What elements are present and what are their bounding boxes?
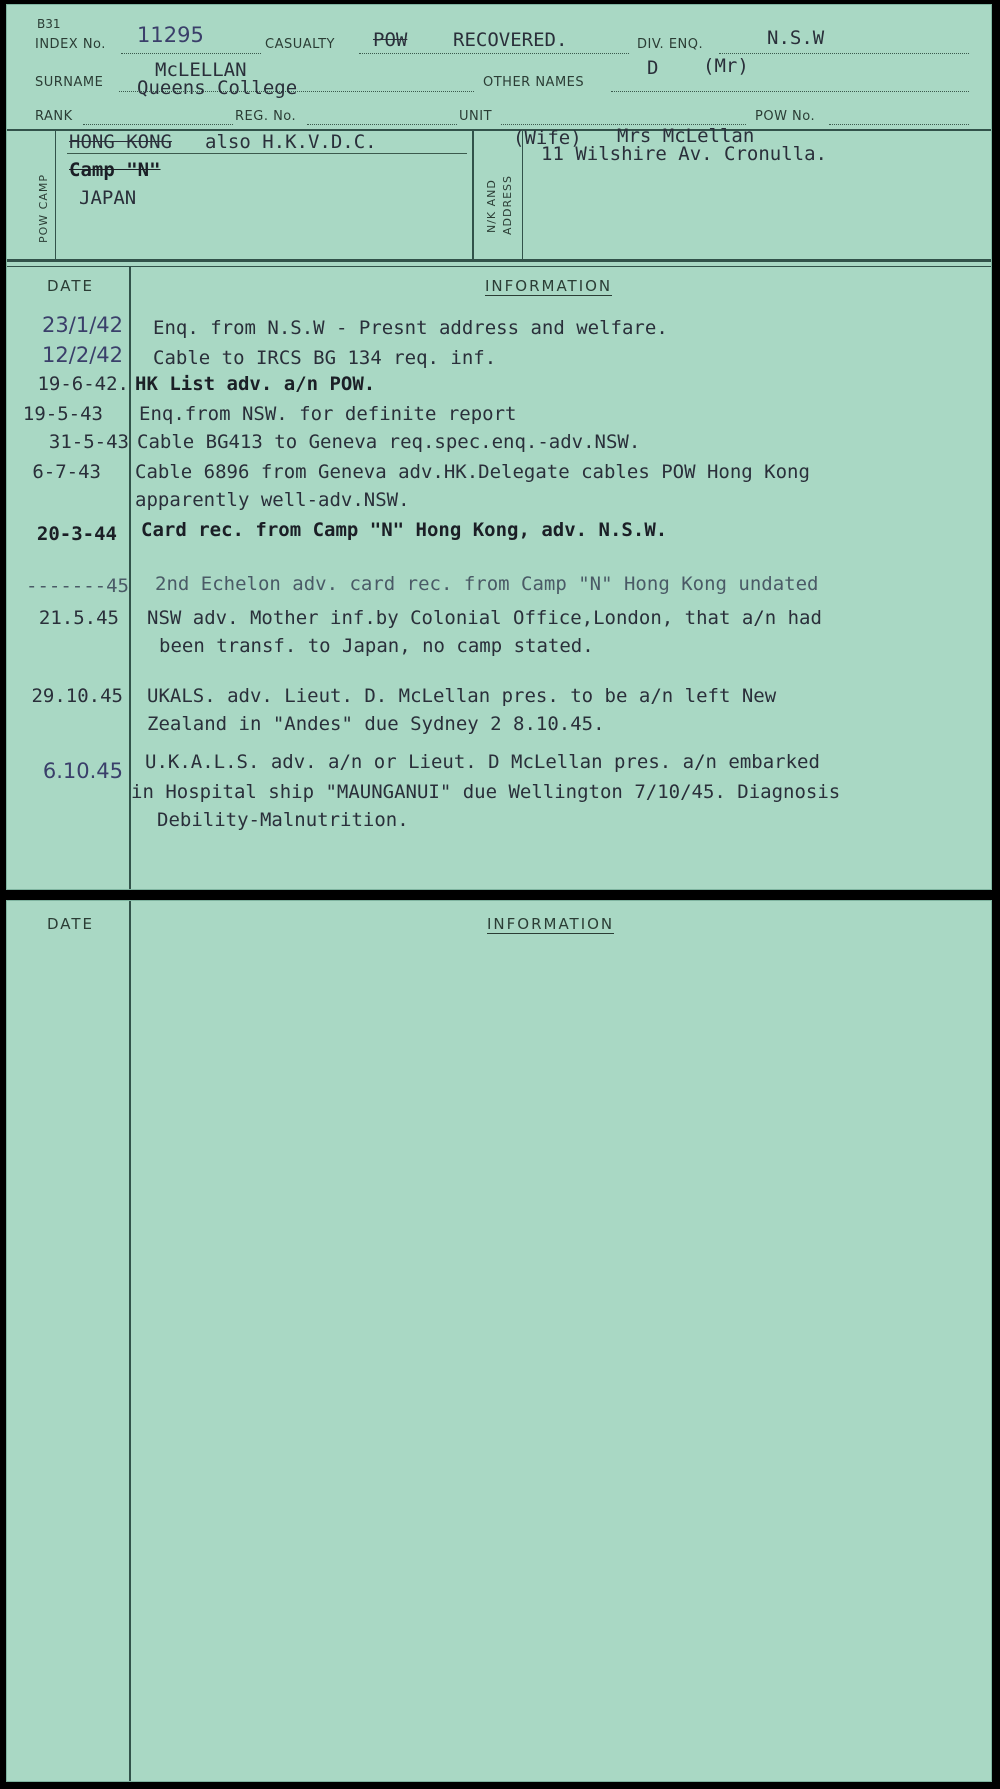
entry-date: 19-6-42. <box>37 373 129 395</box>
entry-date: 6.10.45 <box>42 759 123 783</box>
entry-date: 20-3-44 <box>36 523 117 545</box>
index-no-label: INDEX No. <box>35 37 106 52</box>
entry-text: apparently well-adv.NSW. <box>135 489 410 511</box>
entry-text: Debility-Malnutrition. <box>157 809 409 831</box>
entry-text: in Hospital ship "MAUNGANUI" due Wellington 7/10/45. Diagnosis <box>131 781 841 803</box>
index-no-value: 11295 <box>137 23 204 47</box>
div-enq-label: DIV. ENQ. <box>637 37 704 52</box>
entry-text: Cable 6896 from Geneva adv.HK.Delegate cables POW Hong Kong <box>135 461 810 483</box>
unit-label: UNIT <box>459 109 493 124</box>
entry-text: U.K.A.L.S. adv. a/n or Lieut. D McLellan pres. a/n embarked <box>145 751 820 773</box>
entry-text: UKALS. adv. Lieut. D. McLellan pres. to be a/n left New <box>147 685 777 707</box>
camp-line3: JAPAN <box>79 187 137 209</box>
entry-text: Cable BG413 to Geneva req.spec.enq.-adv.NSW. <box>137 431 641 453</box>
entry-date: 31-5-43 <box>48 431 129 453</box>
entry-date: 6-7-43 <box>32 461 101 483</box>
entry-date: -------45 <box>26 575 129 597</box>
entry-text: HK List adv. a/n POW. <box>135 373 376 395</box>
card-stamp: B31 <box>37 17 61 31</box>
information-header: INFORMATION <box>487 915 615 933</box>
reg-no-label: REG. No. <box>235 109 297 124</box>
other-names-value: D <box>647 57 659 79</box>
nk-name: Mrs McLellan <box>617 125 755 147</box>
entry-text: Cable to IRCS BG 134 req. inf. <box>153 347 497 369</box>
casualty-label: CASUALTY <box>265 37 335 52</box>
rank-label: RANK <box>35 109 73 124</box>
camp-line2-struck: Camp "N" <box>69 159 161 181</box>
surname-label: SURNAME <box>35 75 104 90</box>
nk-address: 11 Wilshire Av. Cronulla. <box>541 143 827 165</box>
entry-date: 21.5.45 <box>38 607 119 629</box>
entry-date: 23/1/42 <box>42 313 123 337</box>
div-enq-value: N.S.W <box>767 27 825 49</box>
entry-date: 19-5-43 <box>22 403 103 425</box>
entry-text: Enq. from N.S.W - Presnt address and welfare. <box>153 317 668 339</box>
date-header: DATE <box>47 915 95 933</box>
entry-text: Card rec. from Camp "N" Hong Kong, adv. N.S.W. <box>141 519 668 541</box>
pow-no-label: POW No. <box>755 109 816 124</box>
other-names-note: (Mr) <box>703 55 749 77</box>
date-header: DATE <box>47 277 95 295</box>
entry-text: Zealand in "Andes" due Sydney 2 8.10.45. <box>147 713 605 735</box>
entry-date: 29.10.45 <box>31 685 123 707</box>
pow-camp-label: POW CAMP <box>37 174 50 243</box>
nk-relation: (Wife) <box>513 127 582 149</box>
other-names-label: OTHER NAMES <box>483 75 585 90</box>
surname-value: McLELLAN <box>155 59 247 81</box>
entry-text: 2nd Echelon adv. card rec. from Camp "N" Hong Kong undated <box>155 573 819 595</box>
record-card-front <box>6 4 992 890</box>
entry-date: 12/2/42 <box>42 343 123 367</box>
camp-line1-struck: HONG KONG <box>69 131 172 153</box>
nk-label-line2: ADDRESS <box>501 174 514 235</box>
entry-text: NSW adv. Mother inf.by Colonial Office,London, that a/n had <box>147 607 822 629</box>
camp-line1: also H.K.V.D.C. <box>205 131 377 153</box>
information-header: INFORMATION <box>485 277 613 295</box>
entry-text: been transf. to Japan, no camp stated. <box>159 635 594 657</box>
casualty-struck-value: POW <box>373 29 408 51</box>
record-card-back <box>6 900 992 1782</box>
nk-label-line1: N/K AND <box>485 179 498 233</box>
surname-note: Queens College <box>137 77 298 99</box>
entry-text: Enq.from NSW. for definite report <box>139 403 517 425</box>
casualty-value: RECOVERED. <box>453 29 568 51</box>
